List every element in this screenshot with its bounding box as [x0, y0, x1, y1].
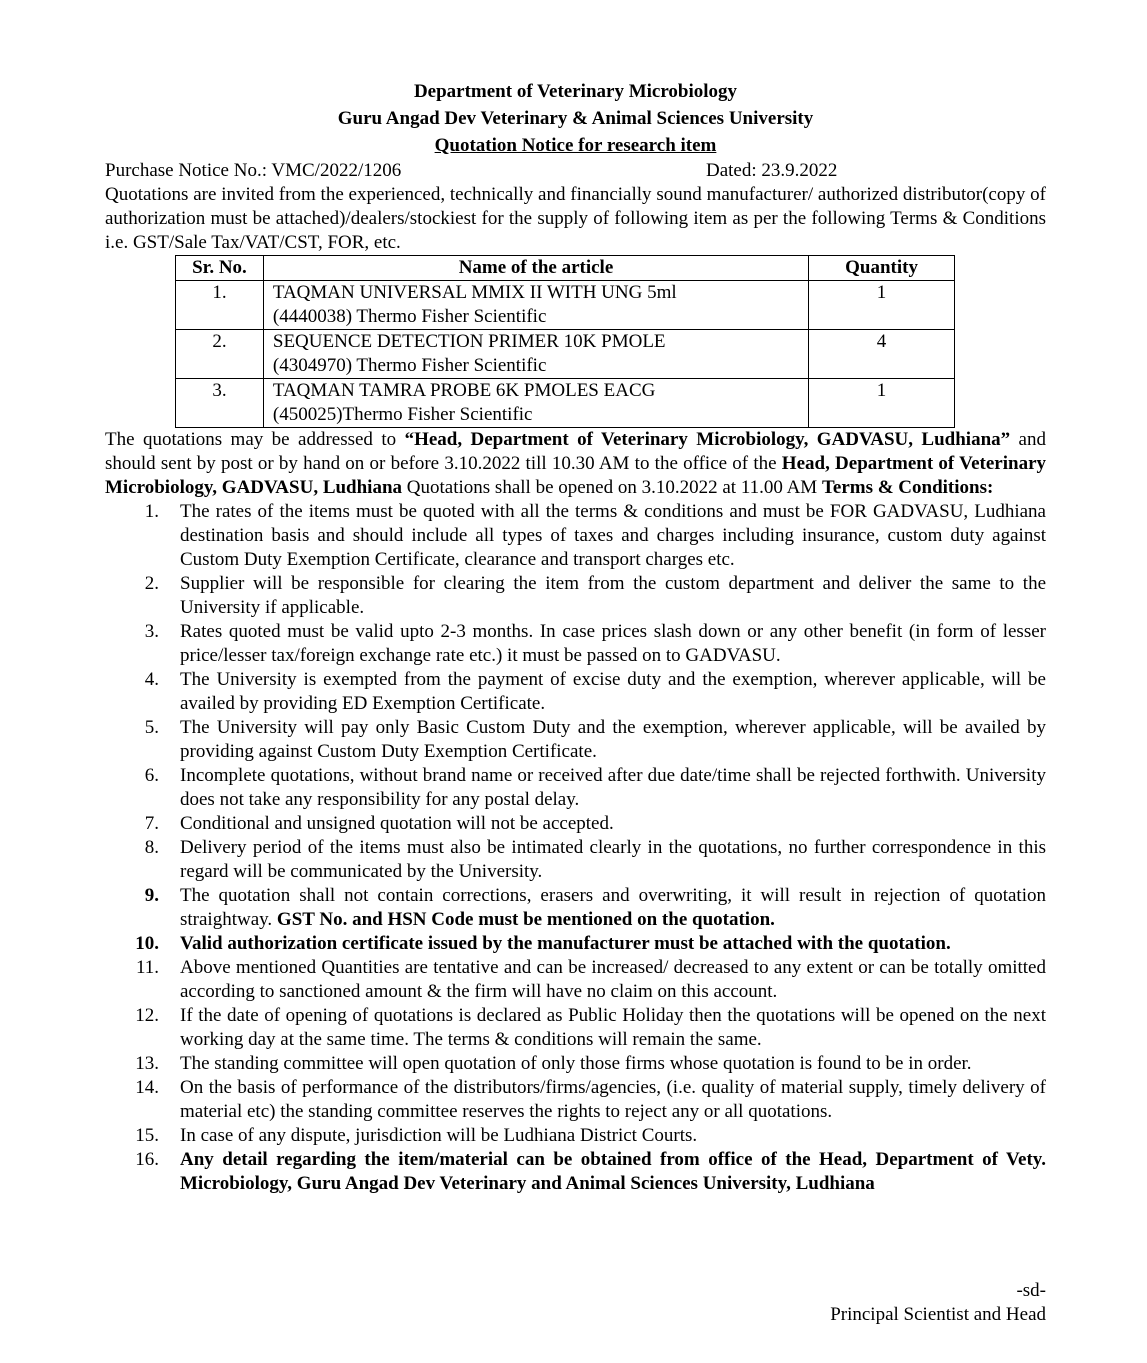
col-header-sr: Sr. No.	[176, 256, 264, 281]
list-item	[105, 764, 1046, 812]
address-paragraph	[105, 428, 1046, 500]
term-number: 8.	[144, 837, 159, 858]
list-item	[105, 932, 1046, 956]
term-number: 12.	[135, 1005, 159, 1026]
cell-qty: 1	[809, 281, 955, 330]
table-row	[176, 330, 955, 379]
notice-title-text: Quotation Notice for research item	[434, 135, 717, 156]
cell-qty: 4	[809, 330, 955, 379]
term-number: 14.	[135, 1077, 159, 1098]
term-number: 2.	[144, 573, 159, 594]
address-recipient: “Head, Department of Veterinary Microbiology, GADVASU, Ludhiana”	[404, 429, 1011, 450]
terms-heading: Terms & Conditions:	[821, 477, 994, 498]
intro-paragraph: Quotations are invited from the experienced, technically and financially sound manufacturer/ authorized distributor(copy of authorization must be attached)/dealers/stockiest for the supply of following item as per the following Terms & Conditions i.e. GST/Sale Tax/VAT/CST, FOR, etc.	[105, 184, 1046, 253]
term-number: 13.	[135, 1053, 159, 1074]
term-text: On the basis of performance of the distributors/firms/agencies, (i.e. quality of material supply, timely delivery of material etc) the standing committee reserves the rights to reject any or all quotations.	[180, 1077, 1046, 1122]
term-number: 6.	[144, 765, 159, 786]
terms-list	[105, 500, 1046, 1196]
term-number: 10.	[135, 933, 159, 954]
term-text: The quotation shall not contain corrections, erasers and overwriting, it will result in rejection of quotation straightway.	[180, 885, 1046, 930]
list-item	[105, 1052, 1046, 1076]
table-header-row	[176, 256, 955, 281]
list-item	[105, 836, 1046, 884]
table-row	[176, 281, 955, 330]
items-table	[175, 255, 955, 428]
list-item	[105, 1124, 1046, 1148]
term-number: 11.	[135, 957, 159, 978]
col-header-qty: Quantity	[809, 256, 955, 281]
cell-name	[263, 379, 808, 428]
term-number: 15.	[135, 1125, 159, 1146]
term-text-bold: GST No. and HSN Code must be mentioned on the quotation.	[276, 909, 775, 930]
cell-name-line: TAQMAN TAMRA PROBE 6K PMOLES EACG	[272, 380, 656, 401]
col-header-name: Name of the article	[263, 256, 808, 281]
term-number: 9.	[144, 885, 159, 906]
list-item	[105, 1148, 1046, 1196]
department-heading: Department of Veterinary Microbiology	[413, 81, 738, 102]
term-number: 16.	[135, 1149, 159, 1170]
list-item	[105, 956, 1046, 1004]
cell-sr: 3.	[176, 379, 264, 428]
term-text: The University will pay only Basic Custom Duty and the exemption, wherever applicable, will be availed by providing against Custom Duty Exemption Certificate.	[180, 717, 1046, 762]
cell-name-line: (450025)Thermo Fisher Scientific	[272, 404, 533, 425]
notice-row	[105, 159, 1046, 183]
list-item	[105, 812, 1046, 836]
list-item	[105, 1076, 1046, 1124]
notice-number: Purchase Notice No.: VMC/2022/1206	[105, 160, 402, 181]
term-number: 7.	[144, 813, 159, 834]
university-heading: Guru Angad Dev Veterinary & Animal Sciences University	[337, 108, 814, 129]
term-text: Incomplete quotations, without brand name or received after due date/time shall be rejected forthwith. University does not take any responsibility for any postal delay.	[180, 765, 1046, 810]
address-office: Head, Department of Veterinary Microbiology, GADVASU, Ludhiana	[105, 453, 1047, 498]
cell-name-line: (4440038) Thermo Fisher Scientific	[272, 306, 547, 327]
term-text: Conditional and unsigned quotation will not be accepted.	[180, 813, 614, 834]
cell-sr: 2.	[176, 330, 264, 379]
term-text: Above mentioned Quantities are tentative and can be increased/ decreased to any extent or can be totally omitted according to sanctioned amount & the firm will have no claim on this account.	[180, 957, 1046, 1002]
address-text-2: and should sent by post or by hand on or before 3.10.2022 till 10.30 AM to the office of the	[105, 429, 1046, 474]
term-text: The standing committee will open quotation of only those firms whose quotation is found to be in order.	[180, 1053, 972, 1074]
term-number: 5.	[144, 717, 159, 738]
term-text: Rates quoted must be valid upto 2-3 months. In case prices slash down or any other benefit (in form of lesser price/lesser tax/foreign exchange rate etc.) it must be passed on to GADVASU.	[180, 621, 1046, 666]
term-text-bold: Valid authorization certificate issued by the manufacturer must be attached with the quotation.	[180, 933, 951, 954]
list-item	[105, 500, 1046, 572]
list-item	[105, 716, 1046, 764]
cell-name	[263, 281, 808, 330]
term-text: The University is exempted from the payment of excise duty and the exemption, wherever applicable, will be availed by providing ED Exemption Certificate.	[180, 669, 1046, 714]
term-number: 3.	[144, 621, 159, 642]
notice-date: Dated: 23.9.2022	[706, 160, 838, 181]
document-page	[105, 78, 1046, 1196]
term-text: The rates of the items must be quoted with all the terms & conditions and must be FOR GADVASU, Ludhiana destination basis and should include all types of taxes and charges including insurance, custom duty against Custom Duty Exemption Certificate, clearance and transport charges etc.	[180, 501, 1046, 570]
list-item	[105, 620, 1046, 668]
table-row	[176, 379, 955, 428]
term-number: 4.	[144, 669, 159, 690]
signature-designation: Principal Scientist and Head	[830, 1304, 1046, 1325]
cell-name-line: (4304970) Thermo Fisher Scientific	[272, 355, 547, 376]
term-text: Delivery period of the items must also be intimated clearly in the quotations, no further correspondence in this regard will be communicated by the University.	[180, 837, 1046, 882]
cell-name-line: TAQMAN UNIVERSAL MMIX II WITH UNG 5ml	[272, 282, 677, 303]
address-text-3: Quotations shall be opened on 3.10.2022 at 11.00 AM	[402, 477, 822, 498]
cell-name	[263, 330, 808, 379]
notice-title	[105, 132, 1046, 159]
cell-name-line: SEQUENCE DETECTION PRIMER 10K PMOLE	[272, 331, 666, 352]
list-item	[105, 884, 1046, 932]
list-item	[105, 572, 1046, 620]
list-item	[105, 1004, 1046, 1052]
term-text: Supplier will be responsible for clearing the item from the custom department and deliver the same to the University if applicable.	[180, 573, 1046, 618]
term-number: 1.	[144, 501, 159, 522]
signature-sd: -sd-	[1016, 1280, 1046, 1301]
cell-sr: 1.	[176, 281, 264, 330]
list-item	[105, 668, 1046, 716]
term-text-bold: Any detail regarding the item/material can be obtained from office of the Head, Department of Vety. Microbiology, Guru Angad Dev Veterinary and Animal Sciences University, Ludhiana	[180, 1149, 1046, 1194]
address-text-1: The quotations may be addressed to	[105, 429, 405, 450]
term-text: In case of any dispute, jurisdiction will be Ludhiana District Courts.	[180, 1125, 698, 1146]
cell-qty: 1	[809, 379, 955, 428]
term-text: If the date of opening of quotations is declared as Public Holiday then the quotations will be opened on the next working day at the same time. The terms & conditions will remain the same.	[180, 1005, 1046, 1050]
